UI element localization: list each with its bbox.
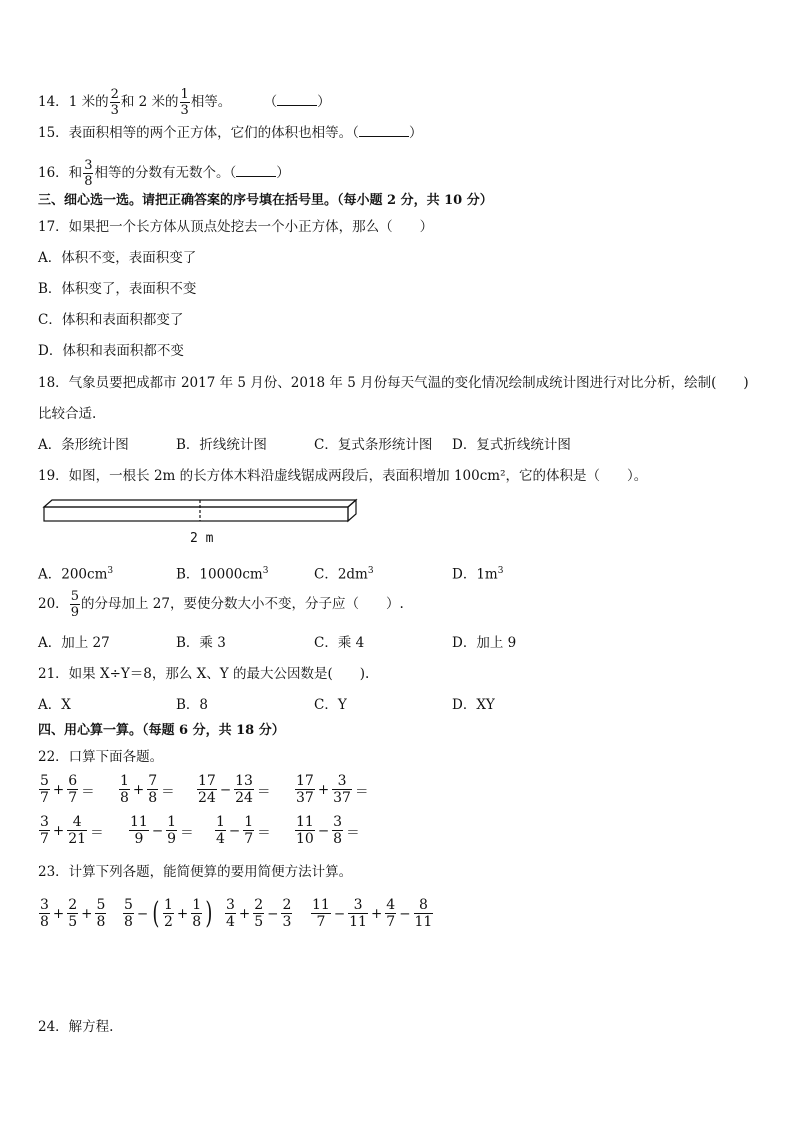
q21-option-b[interactable]: B．8 xyxy=(176,697,209,713)
q23-expr-1: $\frac{3}{8}$ + $\frac{2}{5}$ + $\frac{5}{8}$ xyxy=(40,897,106,930)
right-paren: ) xyxy=(205,895,213,931)
q20-option-c[interactable]: C．乘 4 xyxy=(314,635,365,651)
q17-option-a[interactable]: A．体积不变，表面积变了 xyxy=(38,250,197,266)
q23-expr-4: $\frac{11}{7}$ − $\frac{3}{11}$ + $\frac{4}{7}$ − $\frac{8}{11}$ xyxy=(312,897,433,930)
q19-option-c[interactable]: C．$2dm^3$ xyxy=(314,566,374,583)
question-20: 20． $\frac{5}{9}$ 的分母加上 27，要使分数大小不变，分子应（ ）. xyxy=(38,589,404,620)
left-paren: ( xyxy=(152,895,160,931)
section-4-title: 四、用心算一算。（每题 6 分，共 18 分） xyxy=(38,723,285,738)
q19-option-a[interactable]: A．$200cm^3$ xyxy=(38,566,114,583)
q17-option-d[interactable]: D．体积和表面积都不变 xyxy=(38,343,184,359)
question-18-cont: 比较合适. xyxy=(38,406,97,422)
q21-option-a[interactable]: A．X xyxy=(38,697,71,713)
q22-expr-8: $\frac{11}{10}$ − $\frac{3}{8}$ ＝ xyxy=(296,814,360,847)
q22-expr-3: $\frac{17}{24}$ − $\frac{13}{24}$ ＝ xyxy=(198,773,271,806)
q19-option-b[interactable]: B．$10000cm^3$ xyxy=(176,566,269,583)
q22-expr-7: $\frac{1}{4}$ − $\frac{1}{7}$ ＝ xyxy=(216,814,271,847)
q17-option-b[interactable]: B．体积变了，表面积不变 xyxy=(38,281,197,297)
q23-expr-3: $\frac{3}{4}$ + $\frac{2}{5}$ − $\frac{2}{3}$ xyxy=(226,897,292,930)
q22-expr-2: $\frac{1}{8}$ + $\frac{7}{8}$ ＝ xyxy=(120,773,175,806)
fraction: $\frac{2}{3}$ xyxy=(110,87,119,118)
question-18: 18．气象员要把成都市 2017 年 5 月份、2018 年 5 月份每天气温的变化情况绘制成统计图进行对比分析，绘制( ) xyxy=(38,375,749,391)
question-16: 16．和 $\frac{3}{8}$ 相等的分数有无数个。（ ） xyxy=(38,158,290,189)
q19-option-d[interactable]: D．$1m^3$ xyxy=(452,566,504,583)
q23-expr-2: $\frac{5}{8}$ − ( $\frac{1}{2}$ + $\frac{1}{8}$ ) xyxy=(124,895,213,931)
q14-number: 14． xyxy=(38,94,69,110)
fraction: $\frac{1}{3}$ xyxy=(180,87,189,118)
q17-option-c[interactable]: C．体积和表面积都变了 xyxy=(38,312,184,328)
q22-expr-1: $\frac{5}{7}$ + $\frac{6}{7}$ ＝ xyxy=(40,773,95,806)
question-22: 22．口算下面各题。 xyxy=(38,749,164,765)
q22-expr-4: $\frac{17}{37}$ + $\frac{3}{37}$ ＝ xyxy=(296,773,369,806)
q18-option-d[interactable]: D．复式折线统计图 xyxy=(452,437,571,453)
wood-beam-figure xyxy=(40,497,360,525)
q20-option-d[interactable]: D．加上 9 xyxy=(452,635,517,651)
q21-option-c[interactable]: C．Y xyxy=(314,697,347,713)
question-21: 21．如果 X÷Y＝8，那么 X、Y 的最大公因数是( ). xyxy=(38,666,370,682)
question-15: 15．表面积相等的两个正方体，它们的体积也相等。（ ） xyxy=(38,125,423,141)
q22-expr-5: $\frac{3}{7}$ + $\frac{4}{21}$ ＝ xyxy=(40,814,104,847)
q22-expr-6: $\frac{11}{9}$ − $\frac{1}{9}$ ＝ xyxy=(130,814,194,847)
answer-blank[interactable] xyxy=(236,164,276,177)
q21-option-d[interactable]: D．XY xyxy=(452,697,495,713)
answer-blank[interactable] xyxy=(359,124,409,137)
question-23: 23．计算下列各题，能简便算的要用简便方法计算。 xyxy=(38,864,353,880)
answer-blank[interactable] xyxy=(277,93,317,106)
question-17: 17．如果把一个长方体从顶点处挖去一个小正方体，那么（ ） xyxy=(38,219,434,235)
question-24: 24．解方程. xyxy=(38,1019,114,1035)
fraction: $\frac{5}{9}$ xyxy=(70,589,79,620)
figure-length-label: 2 m xyxy=(190,531,214,546)
q20-option-a[interactable]: A．加上 27 xyxy=(38,635,110,651)
question-19: 19．如图，一根长 2m 的长方体木料沿虚线锯成两段后，表面积增加 100cm²，它的体积是（ ）。 xyxy=(38,468,648,484)
section-3-title: 三、细心选一选。请把正确答案的序号填在括号里。（每小题 2 分，共 10 分） xyxy=(38,193,493,208)
question-14: 14．1 米的 $\frac{2}{3}$ 和 2 米的 $\frac{1}{3}$ 相等。 （ ） xyxy=(38,87,331,118)
fraction: $\frac{3}{8}$ xyxy=(84,158,93,189)
q20-option-b[interactable]: B．乘 3 xyxy=(176,635,226,651)
q18-option-b[interactable]: B．折线统计图 xyxy=(176,437,267,453)
q18-option-a[interactable]: A．条形统计图 xyxy=(38,437,129,453)
q18-option-c[interactable]: C．复式条形统计图 xyxy=(314,437,433,453)
